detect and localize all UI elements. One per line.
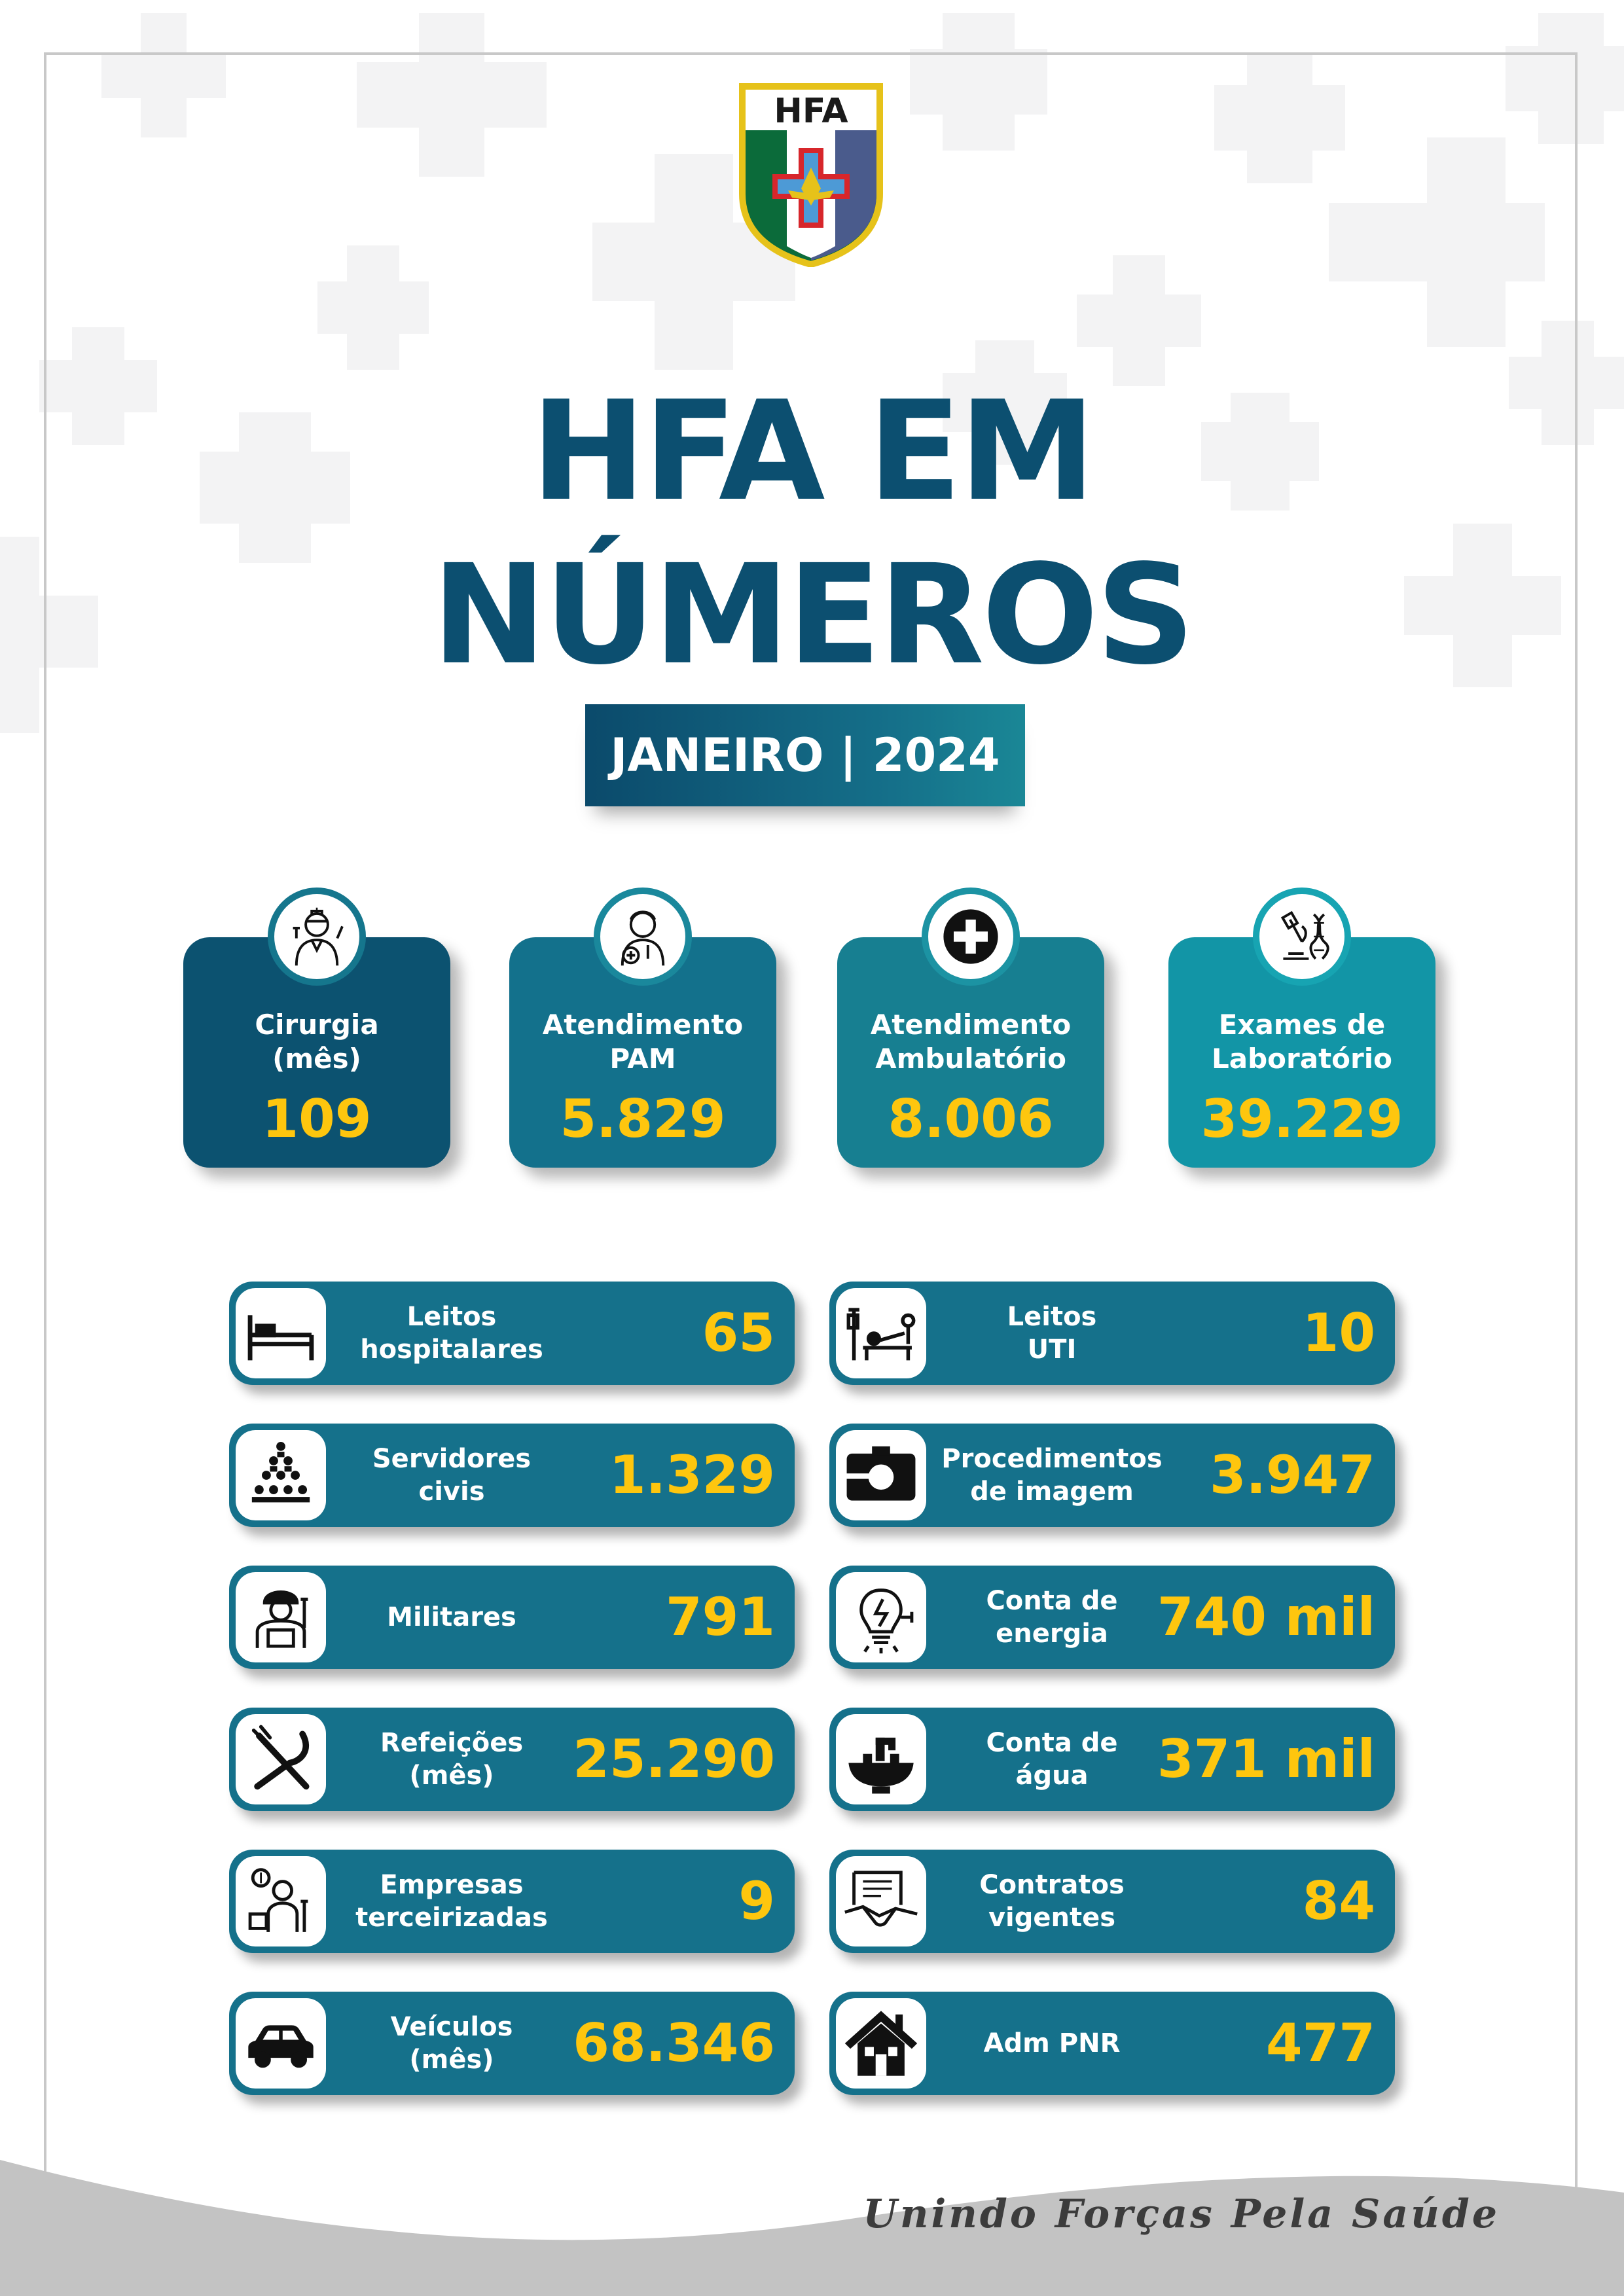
stat-label: Adm PNR	[983, 2028, 1121, 2058]
soldier-icon	[236, 1572, 326, 1662]
card-value: 109	[262, 1088, 372, 1149]
stat-value: 9	[738, 1871, 775, 1931]
hfa-logo	[738, 82, 884, 267]
stat-label: Militares	[387, 1602, 516, 1632]
stat-servidores-civis	[229, 1424, 795, 1527]
sink-faucet-icon	[836, 1714, 926, 1804]
stat-value: 68.346	[573, 2013, 775, 2073]
contract-handshake-icon	[836, 1856, 926, 1946]
stat-label: Veículos (mês)	[390, 2012, 513, 2075]
stat-label: Conta de energia	[986, 1586, 1118, 1649]
stat-label: Procedimentos de imagem	[941, 1444, 1163, 1507]
stat-value: 477	[1266, 2013, 1375, 2073]
stat-value: 740 mil	[1157, 1587, 1375, 1647]
card-atendimento-pam	[509, 937, 776, 1168]
microscope-dna-icon	[1253, 888, 1351, 986]
lightbulb-plug-icon	[836, 1572, 926, 1662]
stat-leitos-uti	[829, 1282, 1395, 1385]
card-value: 5.829	[560, 1088, 726, 1149]
house-icon	[836, 1998, 926, 2089]
logo-text: HFA	[774, 92, 848, 131]
car-icon	[236, 1998, 326, 2089]
page-title-line-2: NÚMEROS	[431, 535, 1193, 695]
card-label: Exames de Laboratório	[1212, 1009, 1392, 1075]
card-cirurgia	[183, 937, 450, 1168]
stat-adm-pnr	[829, 1992, 1395, 2095]
stat-refeicoes	[229, 1708, 795, 1811]
stat-value: 1.329	[609, 1444, 775, 1505]
stat-value: 25.290	[573, 1729, 775, 1789]
stat-value: 791	[666, 1587, 775, 1647]
people-group-icon	[236, 1430, 326, 1520]
stat-label: Conta de água	[986, 1728, 1118, 1791]
icu-bed-icon	[836, 1288, 926, 1378]
stat-veiculos	[229, 1992, 795, 2095]
stat-label: Leitos UTI	[1007, 1302, 1097, 1365]
stat-label: Leitos hospitalares	[360, 1302, 543, 1365]
fork-knife-icon	[236, 1714, 326, 1804]
stat-value: 3.947	[1209, 1444, 1375, 1505]
medical-cross-icon	[922, 888, 1020, 986]
stat-militares	[229, 1566, 795, 1669]
stat-value: 65	[702, 1302, 775, 1363]
page-title-line-1: HFA EM	[530, 371, 1094, 531]
stat-label: Refeições (mês)	[380, 1728, 524, 1791]
stat-contratos-vigentes	[829, 1850, 1395, 1953]
stat-conta-agua	[829, 1708, 1395, 1811]
period-badge: JANEIRO | 2024	[585, 704, 1025, 806]
mri-scanner-icon	[836, 1430, 926, 1520]
stat-procedimentos-imagem	[829, 1424, 1395, 1527]
stat-leitos-hospitalares	[229, 1282, 795, 1385]
stat-label: Servidores civis	[372, 1444, 532, 1507]
stat-label: Contratos vigentes	[979, 1870, 1125, 1933]
surgeon-icon	[268, 888, 366, 986]
card-label: Atendimento Ambulatório	[870, 1009, 1072, 1075]
card-label: Cirurgia (mês)	[255, 1009, 379, 1075]
stat-empresas-terceirizadas	[229, 1850, 795, 1953]
doctor-icon	[594, 888, 692, 986]
stat-label: Empresas terceirizadas	[355, 1870, 548, 1933]
card-label: Atendimento PAM	[542, 1009, 744, 1075]
stat-conta-energia	[829, 1566, 1395, 1669]
card-atendimento-ambulatorio	[837, 937, 1104, 1168]
stat-value: 371 mil	[1157, 1729, 1375, 1789]
hospital-bed-icon	[236, 1288, 326, 1378]
contractor-worker-icon	[236, 1856, 326, 1946]
stat-value: 84	[1302, 1871, 1375, 1931]
card-value: 8.006	[888, 1088, 1054, 1149]
stat-value: 10	[1302, 1302, 1375, 1363]
card-value: 39.229	[1200, 1088, 1403, 1149]
footer-slogan: Unindo Forças Pela Saúde	[863, 2191, 1500, 2237]
card-exames-laboratorio	[1168, 937, 1435, 1168]
